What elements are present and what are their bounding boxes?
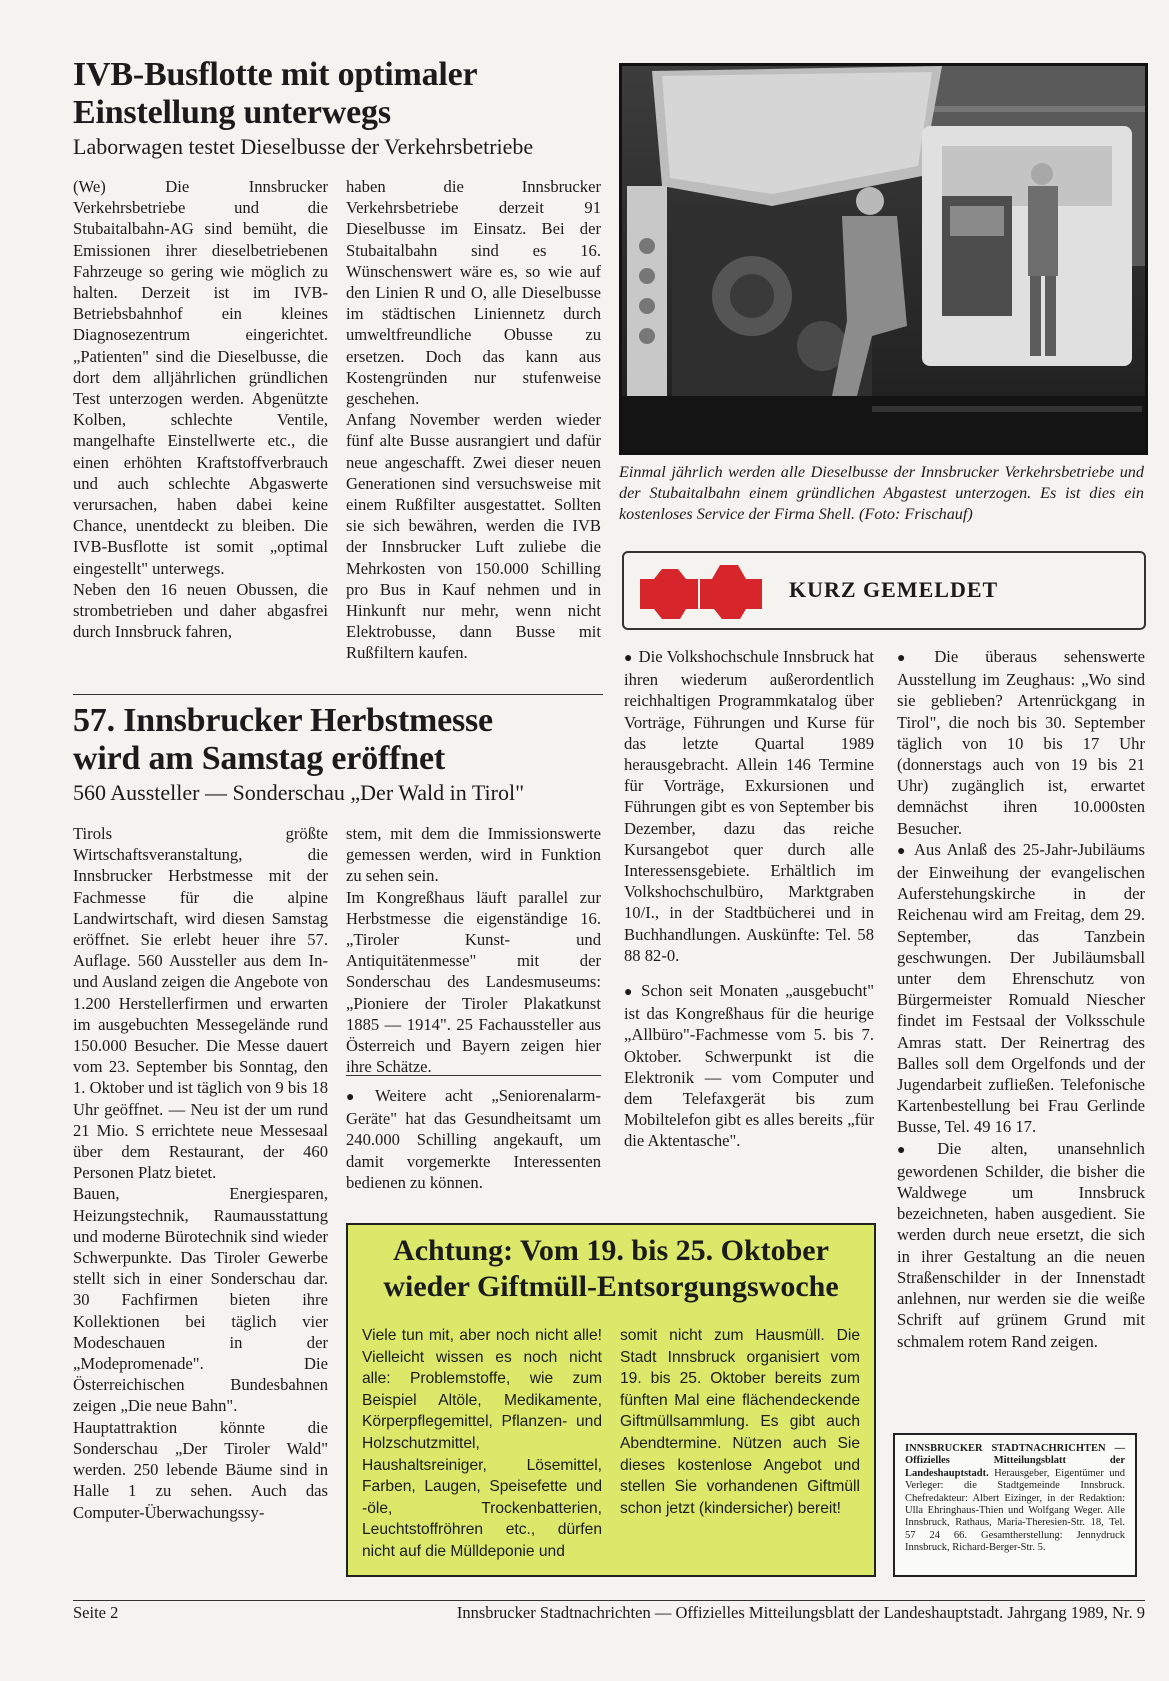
paragraph: Hauptattraktion könnte die Sonderschau „Der Tiroler Wald" werden. 250 lebende Bäume sind in Halle 1 zu sehen. Auch das Computer-Überwachungssy- [73, 1417, 328, 1522]
bullet-icon: ● [897, 1142, 932, 1158]
divider [346, 1075, 601, 1076]
giftmuell-box [346, 1223, 876, 1577]
giftmuell-headline [348, 1233, 874, 1305]
kurz-gemeldet-title: KURZ GEMELDET [789, 577, 999, 602]
imprint-text: Herausgeber, Eigentümer und Verleger: die Stadtgemeinde Innsbruck. Chefredakteur: Albert Eizinger, in der Redaktion: Ulla Ehringhaus-Thien und Wolfgang Weger. Alle Innsbruck, Rathaus, Maria-Theresien-Str. 18, Tel. 57 24 66. Gesamtherstellung: Jennydruck Innsbruck, Richard-Berger-Str. 5. [905, 1467, 1125, 1554]
bullet-icon: ● [897, 843, 909, 859]
paragraph: Anfang November werden wieder fünf alte Busse ausrangiert und dafür neue angeschafft. Zwei dieser neuen Generationen sind versuchsweise mit einem Rußfilter ausgestattet. Sollten sie sich bewähren, werden die IVB der Innsbrucker Luft zuliebe die Mehrkosten von 150.000 Schilling pro Bus in Kauf nehmen und in Hinkunft nur mehr, wenn nicht Elektrobusse, dann Busse mit Rußfiltern kaufen. [346, 410, 601, 663]
giftmuell-column-2: somit nicht zum Hausmüll. Die Stadt Innsbruck organisiert vom 19. bis 25. Oktober bereits zum fünften Mal eine flächendeckende Giftmüllsammlung. Es gibt auch Abendtermine. Nützen auch Sie dieses kostenlose Angebot und stellen Sie vorhandenen Giftmüll schon jetzt (kindersicher) bereit! [620, 1327, 860, 1517]
news-item [897, 1138, 1145, 1352]
paragraph: haben die Innsbrucker Verkehrsbetriebe derzeit 91 Dieselbusse im Einsatz. Bei der Stubaitalbahn sind es 16. Wünschenswert wäre es, so wie auf den Linien R und O, alle Dieselbusse im städtischen Liniennetz durch umweltfreundliche Obusse zu ersetzen. Doch das kann aus Kostengründen nur stufenweise geschehen. [346, 177, 601, 409]
page-number: Seite 2 [73, 1603, 119, 1622]
bullet-icon: ● [624, 651, 633, 666]
divider [73, 694, 603, 695]
news-text: Die alten, unansehnlich gewordenen Schilder, die bisher die Waldwege um Innsbruck bezeichneten, haben ausgedient. Sie werden durch neue ersetzt, die sich in ihrer Gestaltung an die neuen Straßenschilder in der Innenstadt anlehnen, nur werden sie die weiße Schrift auf grünem Grund mit schmalem rotem Rand zeigen. [897, 1138, 1145, 1351]
news-text: Weitere acht „Seniorenalarm-Geräte" hat das Gesundheitsamt um 240.000 Schilling angekauft, um damit vorgemerkte Interessenten bedienen zu können. [346, 1086, 601, 1192]
seniorenalarm-item [346, 1085, 601, 1193]
paragraph: stem, mit dem die Immissionswerte gemessen werden, wird in Funktion zu sehen sein. [346, 824, 601, 886]
kurz-column-2 [897, 646, 1145, 1352]
headline-line-1: Achtung: Vom 19. bis 25. Oktober [393, 1234, 829, 1267]
headline-line-2: wird am Samstag eröffnet [73, 740, 445, 777]
paragraph: Tirols größte Wirtschaftsveranstaltung, die Innsbrucker Herbstmesse mit der Fachmesse für die alpine Landwirtschaft, wird diesen Samstag eröffnet. Sie erlebt heuer ihre 57. Auflage. 560 Aussteller aus dem In- und Ausland zeigen die Angebote von 1.200 Herstellerfirmen und erwarten im ausgebuchten Messegelände rund 150.000 Besucher. Die Messe dauert vom 23. September bis Sonntag, den 1. Oktober und ist täglich von 9 bis 18 Uhr geöffnet. — Neu ist der um rund 21 Mio. S errichtete neue Messesaal über dem Restaurant, der 460 Personen Platz bietet. [73, 824, 328, 1183]
footer-rule [73, 1600, 1145, 1601]
news-text: Die überaus sehenswerte Ausstellung im Zeughaus: „Wo sind sie geblieben? Artenrückgang in Tirol", die noch bis 30. September täglich von 10 bis 17 Uhr (donnerstags auch von 19 bis 21 Uhr) zugänglich ist, erwartet demnächst ihren 10.000sten Besucher. [897, 647, 1145, 838]
photo-illustration [622, 66, 1145, 452]
paragraph: Bauen, Energiesparen, Heizungstechnik, Raumausstattung und moderne Bürotechnik sind wieder Schwerpunkte. Das Tiroler Gewerbe stellt sich in einer Sonderschau dar. 30 Fachfirmen bieten ihre Kollektionen bei täglich vier Modeschauen in der „Modepromenade". Die Österreichischen Bundesbahnen zeigen „Die neue Bahn". [73, 1184, 328, 1416]
news-item [897, 646, 1145, 839]
giftmuell-column-1: Viele tun mit, aber noch nicht alle! Vielleicht wissen es noch nicht alle: Problemstoffe, wie zum Beispiel Altöle, Medikamente, Körperpflegemittel, Pflanzen- und Holzschutzmittel, Haushaltsreiniger, Lösemittel, Farben, Laugen, Speisefette und -öle, Trockenbatterien, Leuchtstoffröhren etc., dürfen nicht auf die Mülldeponie und [362, 1327, 602, 1560]
subhead-herbstmesse: 560 Aussteller — Sonderschau „Der Wald in Tirol" [73, 780, 525, 805]
news-item [624, 980, 874, 1152]
article-bus-fleet [73, 56, 603, 160]
bullet-icon: ● [624, 985, 636, 1001]
publication-line: Innsbrucker Stadtnachrichten — Offizielles Mitteilungsblatt der Landeshauptstadt. Jahrgang 1989, Nr. 9 [456, 1603, 1145, 1622]
tirol-eagle-logo [640, 561, 770, 621]
bullet-icon: ● [346, 1090, 370, 1105]
headline-line-1: 57. Innsbrucker Herbstmesse [73, 702, 493, 739]
news-text: Aus Anlaß des 25-Jahr-Jubiläums der Einweihung der evangelischen Auferstehungskirche in der Reichenau wird am Freitag, dem 29. September, das Tanzbein geschwungen. Der Jubiläumsball unter dem Ehrenschutz von Bürgermeister Romuald Niescher findet im Festsaal der Volksschule Amras statt. Der Reinertrag des Balles soll dem Orgelfonds und der Jugendarbeit zufließen. Telefonische Kartenbestellung bei Frau Gerlinde Busse, Tel. 49 16 17. [897, 839, 1145, 1137]
bus-garage-photo [619, 63, 1148, 455]
bus-fleet-column-1 [73, 176, 328, 642]
subhead-bus-fleet: Laborwagen testet Dieselbusse der Verkehrsbetriebe [73, 134, 534, 159]
bullet-icon: ● [897, 651, 929, 666]
kurz-column-1 [624, 646, 874, 1152]
photo-caption: Einmal jährlich werden alle Dieselbusse der Innsbrucker Verkehrsbetriebe und der Stubaitalbahn einem gründlichen Abgastest unterzogen. Es ist dies ein kostenloses Service der Firma Shell. (Foto: Frischauf) [619, 463, 1144, 523]
headline-herbstmesse [73, 702, 613, 778]
headline-line-2: Einstellung unterwegs [73, 94, 391, 131]
article-herbstmesse [73, 702, 613, 806]
news-item [624, 646, 874, 966]
imprint-box [893, 1433, 1137, 1577]
headline-line-1: IVB-Busflotte mit optimaler [73, 56, 478, 93]
imprint-title: INNSBRUCKER STADTNACHRICHTEN — Offizielles Mitteilungsblatt der Landeshauptstadt. [905, 1443, 1125, 1479]
headline-line-2: wieder Giftmüll-Entsorgungswoche [383, 1270, 839, 1303]
paragraph: (We) Die Innsbrucker Verkehrsbetriebe und die Stubaitalbahn-AG sind bemüht, die Emissionen ihrer dieselbetriebenen Fahrzeuge so gering wie möglich zu halten. Derzeit ist im IVB-Betriebsbahnhof ein kleines Diagnosezentrum eingerichtet. „Patienten" sind die Dieselbusse, die dort dem alljährlichen gründlichen Test unterzogen werden. Abgenützte Kolben, schlechte Ventile, mangelhafte Einstellwerte etc., die einen erhöhten Kraftstoffverbrauch und auch schlechte Abgaswerte verursachen, haben dabei keine Chance, unentdeckt zu bleiben. Die IVB-Busflotte ist somit „optimal eingestellt" unterwegs. [73, 177, 328, 578]
paragraph: Im Kongreßhaus läuft parallel zur Herbstmesse die eigenständige 16. „Tiroler Kunst- und Antiquitätenmesse" mit der Sonderschau des Landesmuseums: „Pioniere der Tiroler Plakatkunst 1885 — 1914". 25 Fachaussteller aus Österreich und Bayern zeigen hier ihre Schätze. [346, 887, 601, 1077]
news-item [346, 1085, 601, 1193]
paragraph: Neben den 16 neuen Obussen, die strombetrieben und daher abgasfrei durch Innsbruck fahren, [73, 579, 328, 642]
news-item [897, 839, 1145, 1138]
herbstmesse-column-2 [346, 823, 601, 1077]
news-text: Die Volkshochschule Innsbruck hat ihren wiederum außerordentlich reichhaltigen Programmkatalog über Vorträge, Führungen und Kurse für das letzte Quartal 1989 herausgebracht. Allein 146 Termine für Vorträge, Exkursionen und Führungen gibt es von September bis Dezember, dazu das reiche Kursangebot quer durch alle Interessensgebiete. Erhältlich im Volkshochschulbüro, Marktgraben 10/I., in der Stadtbücherei und in Buchhandlungen. Auskünfte: Tel. 58 88 82-0. [624, 647, 874, 965]
kurz-gemeldet-banner [622, 551, 1146, 630]
headline-bus-fleet [73, 56, 603, 132]
bus-fleet-column-2 [346, 176, 601, 664]
herbstmesse-column-1 [73, 823, 328, 1523]
news-text: Schon seit Monaten „ausgebucht" ist das Kongreßhaus für die heurige „Allbüro"-Fachmesse vom 5. bis 7. Oktober. Schwerpunkt ist die Elektronik — vom Computer und dem Telefaxgerät bis zum Mobiltelefon gibt es alles bereits „für die Aktentasche". [624, 981, 874, 1151]
